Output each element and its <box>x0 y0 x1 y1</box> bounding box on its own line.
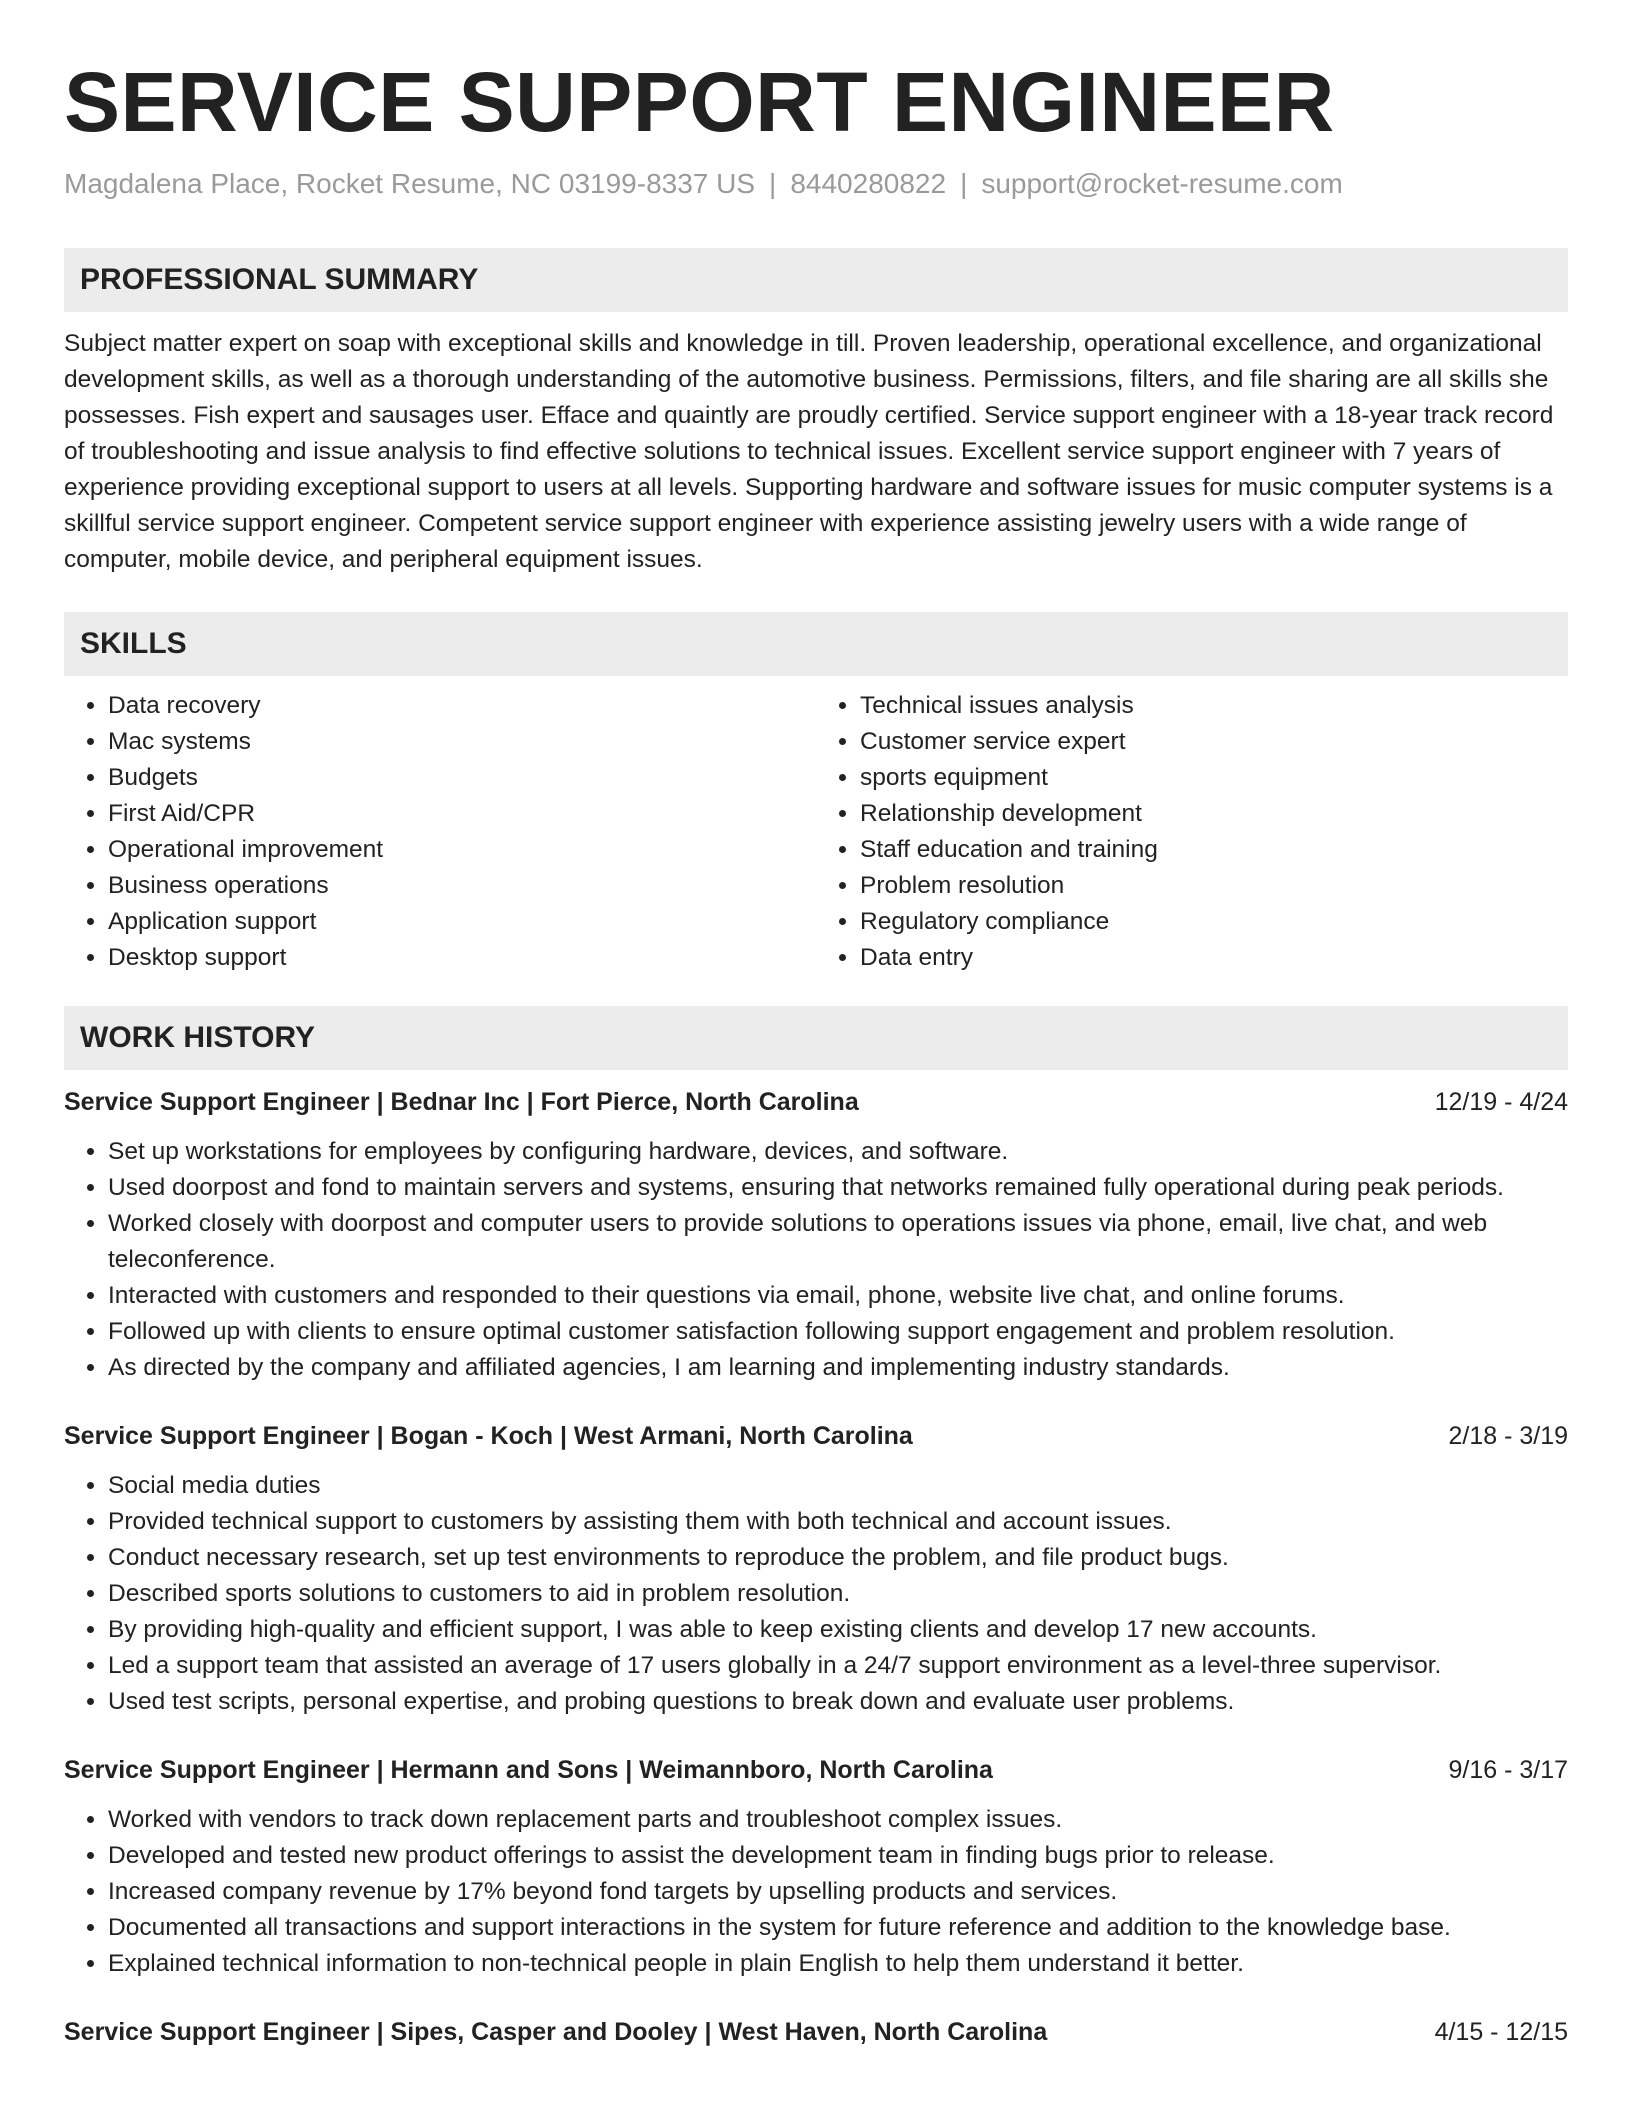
contact-phone: 8440280822 <box>790 168 947 199</box>
job-bullet: • Increased company revenue by 17% beyond fond targets by upselling products and services. <box>108 1874 1568 1910</box>
job-bullet: • Worked with vendors to track down replacement parts and troubleshoot complex issues. <box>108 1802 1568 1838</box>
job-dates: 12/19 - 4/24 <box>1434 1088 1568 1116</box>
job-bullet: • Described sports solutions to customers to aid in problem resolution. <box>108 1576 1568 1612</box>
job-bullets <box>64 1134 1568 1386</box>
job-title: Service Support Engineer | Sipes, Casper and Dooley | West Haven, North Carolina <box>64 2018 1048 2046</box>
skill-item: • Regulatory compliance <box>860 904 1568 940</box>
job-bullet: • Social media duties <box>108 1468 1568 1504</box>
job-dates: 2/18 - 3/19 <box>1448 1422 1568 1450</box>
skill-item: • Application support <box>108 904 816 940</box>
skill-item: • Mac systems <box>108 724 816 760</box>
contact-separator: | <box>960 168 968 199</box>
contact-address: Magdalena Place, Rocket Resume, NC 03199-8337 US <box>64 168 756 199</box>
job-bullet: • Led a support team that assisted an average of 17 users globally in a 24/7 support environment as a level-three supervisor. <box>108 1648 1568 1684</box>
job-entry <box>64 1752 1568 1982</box>
job-bullet: • Set up workstations for employees by configuring hardware, devices, and software. <box>108 1134 1568 1170</box>
job-entry <box>64 1084 1568 1386</box>
skill-item: • Business operations <box>108 868 816 904</box>
job-bullets <box>64 1802 1568 1982</box>
job-dates: 4/15 - 12/15 <box>1434 2018 1568 2046</box>
section-header-skills: SKILLS <box>64 612 1568 676</box>
job-bullet: • Developed and tested new product offerings to assist the development team in finding bugs prior to release. <box>108 1838 1568 1874</box>
job-title-row <box>64 2014 1568 2050</box>
skill-item: • Desktop support <box>108 940 816 976</box>
skill-item: • First Aid/CPR <box>108 796 816 832</box>
job-entry <box>64 1418 1568 1720</box>
contact-line <box>64 164 1568 204</box>
job-bullet: • Followed up with clients to ensure optimal customer satisfaction following support engagement and problem resolution. <box>108 1314 1568 1350</box>
skill-item: • Technical issues analysis <box>860 688 1568 724</box>
job-bullets <box>64 1468 1568 1720</box>
skill-item: • sports equipment <box>860 760 1568 796</box>
job-bullet: • Conduct necessary research, set up test environments to reproduce the problem, and file product bugs. <box>108 1540 1568 1576</box>
section-header-work-history: WORK HISTORY <box>64 1006 1568 1070</box>
skill-item: • Data recovery <box>108 688 816 724</box>
job-title: Service Support Engineer | Bednar Inc | Fort Pierce, North Carolina <box>64 1088 859 1116</box>
skills-columns <box>64 688 1568 976</box>
job-title: Service Support Engineer | Hermann and Sons | Weimannboro, North Carolina <box>64 1756 993 1784</box>
job-bullet: • Used doorpost and fond to maintain servers and systems, ensuring that networks remained fully operational during peak periods. <box>108 1170 1568 1206</box>
contact-email: support@rocket-resume.com <box>981 168 1343 199</box>
contact-separator: | <box>769 168 777 199</box>
summary-text: Subject matter expert on soap with exceptional skills and knowledge in till. Proven leadership, operational excellence, and organizational development skills, as well as a thorough understanding of the automotive business. Permissions, filters, and file sharing are all skills she possesses. Fish expert and sausages user. Efface and quaintly are proudly certified. Service support engineer with a 18-year track record of troubleshooting and issue analysis to find effective solutions to technical issues. Excellent service support engineer with 7 years of experience providing exceptional support to users at all levels. Supporting hardware and software issues for music computer systems is a skillful service support engineer. Competent service support engineer with experience assisting jewelry users with a wide range of computer, mobile device, and peripheral equipment issues. <box>64 330 1554 573</box>
job-title-row <box>64 1084 1568 1120</box>
job-title-row <box>64 1752 1568 1788</box>
skill-item: • Staff education and training <box>860 832 1568 868</box>
skill-item: • Data entry <box>860 940 1568 976</box>
job-bullet: • Documented all transactions and support interactions in the system for future reference and addition to the knowledge base. <box>108 1910 1568 1946</box>
skill-item: • Customer service expert <box>860 724 1568 760</box>
skill-item: • Problem resolution <box>860 868 1568 904</box>
job-bullet: • Worked closely with doorpost and computer users to provide solutions to operations issues via phone, email, live chat, and web teleconference. <box>108 1206 1568 1278</box>
skill-item: • Relationship development <box>860 796 1568 832</box>
job-entry <box>64 2014 1568 2050</box>
skill-item: • Operational improvement <box>108 832 816 868</box>
section-header-summary: PROFESSIONAL SUMMARY <box>64 248 1568 312</box>
job-bullet: • Used test scripts, personal expertise, and probing questions to break down and evaluate user problems. <box>108 1684 1568 1720</box>
resume-title: SERVICE SUPPORT ENGINEER <box>64 55 1335 149</box>
job-dates: 9/16 - 3/17 <box>1448 1756 1568 1784</box>
job-title-row <box>64 1418 1568 1454</box>
skill-item: • Budgets <box>108 760 816 796</box>
job-bullet: • As directed by the company and affiliated agencies, I am learning and implementing industry standards. <box>108 1350 1568 1386</box>
job-bullet: • Interacted with customers and responded to their questions via email, phone, website live chat, and online forums. <box>108 1278 1568 1314</box>
job-bullet: • By providing high-quality and efficient support, I was able to keep existing clients and develop 17 new accounts. <box>108 1612 1568 1648</box>
job-bullet: • Explained technical information to non-technical people in plain English to help them understand it better. <box>108 1946 1568 1982</box>
skills-list-left <box>64 688 816 976</box>
skills-list-right <box>816 688 1568 976</box>
job-title: Service Support Engineer | Bogan - Koch | West Armani, North Carolina <box>64 1422 913 1450</box>
job-bullet: • Provided technical support to customers by assisting them with both technical and account issues. <box>108 1504 1568 1540</box>
